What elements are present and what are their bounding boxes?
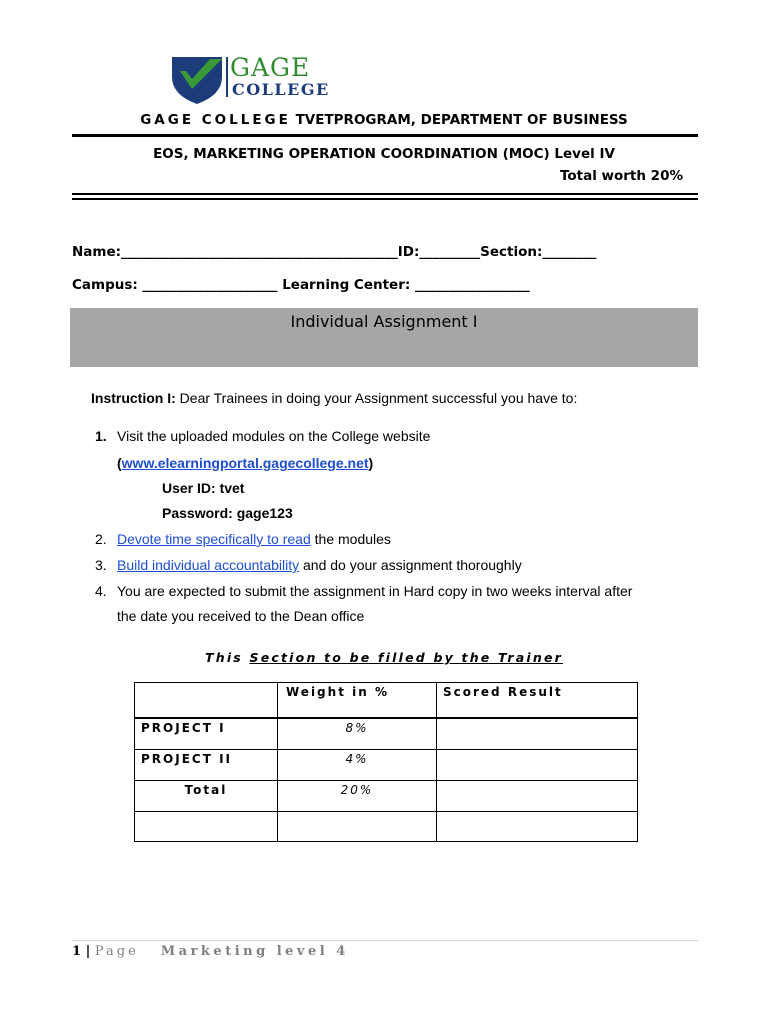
- instruction-label: Instruction I:: [91, 390, 176, 406]
- page-separator: |: [81, 944, 95, 959]
- list-item-1-text: Visit the uploaded modules on the College website: [117, 428, 431, 444]
- header-rule-bottom-1: [72, 193, 698, 195]
- logo-divider: [226, 57, 228, 97]
- table-row: [135, 812, 638, 842]
- accountability-link[interactable]: Build individual accountability: [117, 557, 300, 573]
- campus-learning-center-line: Campus: ____________________ Learning Center: _________________: [72, 277, 530, 293]
- total-worth: Total worth 20%: [559, 168, 683, 184]
- logo-text-gage: GAGE: [230, 53, 311, 82]
- list-number-1: 1.: [95, 428, 107, 444]
- table-cell: PROJECT II: [135, 750, 278, 781]
- college-department-heading: [0, 111, 768, 129]
- list-item-3-text: [117, 556, 522, 574]
- department-name: TVETPROGRAM, DEPARTMENT OF BUSINESS: [290, 112, 628, 128]
- website-link[interactable]: www.elearningportal.gagecollege.net: [121, 455, 369, 471]
- list-item-3-rest: and do your assignment thoroughly: [299, 557, 522, 573]
- table-row: [135, 781, 638, 812]
- table-cell: PROJECT I: [135, 718, 278, 750]
- instruction-line: [91, 389, 577, 407]
- table-header-row: [135, 683, 638, 719]
- page-footer: [72, 943, 349, 961]
- list-item-4-line-1: You are expected to submit the assignment in Hard copy in two weeks interval after: [117, 583, 633, 599]
- logo-text-college: COLLEGE: [232, 80, 330, 99]
- list-item-2-rest: the modules: [310, 531, 391, 547]
- table-cell: 8%: [278, 718, 437, 750]
- table-cell: 20%: [278, 781, 437, 812]
- table-cell: [135, 812, 278, 842]
- document-name: Marketing level 4: [160, 944, 349, 959]
- table-row: [135, 750, 638, 781]
- grading-table: [134, 682, 638, 842]
- trainer-section-title: [0, 650, 768, 666]
- college-name: GAGE COLLEGE: [140, 112, 291, 128]
- website-line: [117, 454, 373, 472]
- name-id-section-line: Name:_________________________________________ID:_________Section:________: [72, 244, 597, 260]
- section-title-underlined: Section to be filled by the Trainer: [249, 650, 563, 665]
- program-title: EOS, MARKETING OPERATION COORDINATION (MOC) Level IV: [153, 146, 615, 162]
- footer-rule: [72, 940, 698, 941]
- page-number: 1: [72, 944, 82, 959]
- table-row: [135, 718, 638, 750]
- password-line: Password: gage123: [162, 505, 293, 521]
- user-id-line: User ID: tvet: [162, 480, 245, 496]
- table-header-cell: Weight in %: [278, 683, 437, 719]
- assignment-title: Individual Assignment I: [290, 312, 478, 331]
- shield-check-icon: [170, 55, 230, 105]
- table-cell[interactable]: [437, 718, 638, 750]
- devote-time-link[interactable]: Devote time specifically to read: [117, 531, 311, 547]
- table-header-cell: [135, 683, 278, 719]
- table-cell: [278, 812, 437, 842]
- table-header-cell: Scored Result: [437, 683, 638, 719]
- list-item-4-line-2: the date you received to the Dean office: [117, 608, 365, 624]
- header-rule-bottom-2: [72, 198, 698, 200]
- table-cell: 4%: [278, 750, 437, 781]
- header-rule-top: [72, 134, 698, 137]
- paren-open: (: [117, 455, 122, 471]
- table-cell[interactable]: [437, 781, 638, 812]
- list-item-2-text: [117, 530, 391, 548]
- list-number-2: 2.: [95, 531, 107, 547]
- table-cell[interactable]: [437, 812, 638, 842]
- instruction-text: Dear Trainees in doing your Assignment successful you have to:: [175, 390, 578, 406]
- list-number-3: 3.: [95, 557, 107, 573]
- list-number-4: 4.: [95, 583, 107, 599]
- table-cell[interactable]: [437, 750, 638, 781]
- section-title-prefix: This: [205, 650, 250, 665]
- page-word: Page: [94, 944, 139, 959]
- paren-close: ): [368, 455, 374, 471]
- table-cell: Total: [135, 781, 278, 812]
